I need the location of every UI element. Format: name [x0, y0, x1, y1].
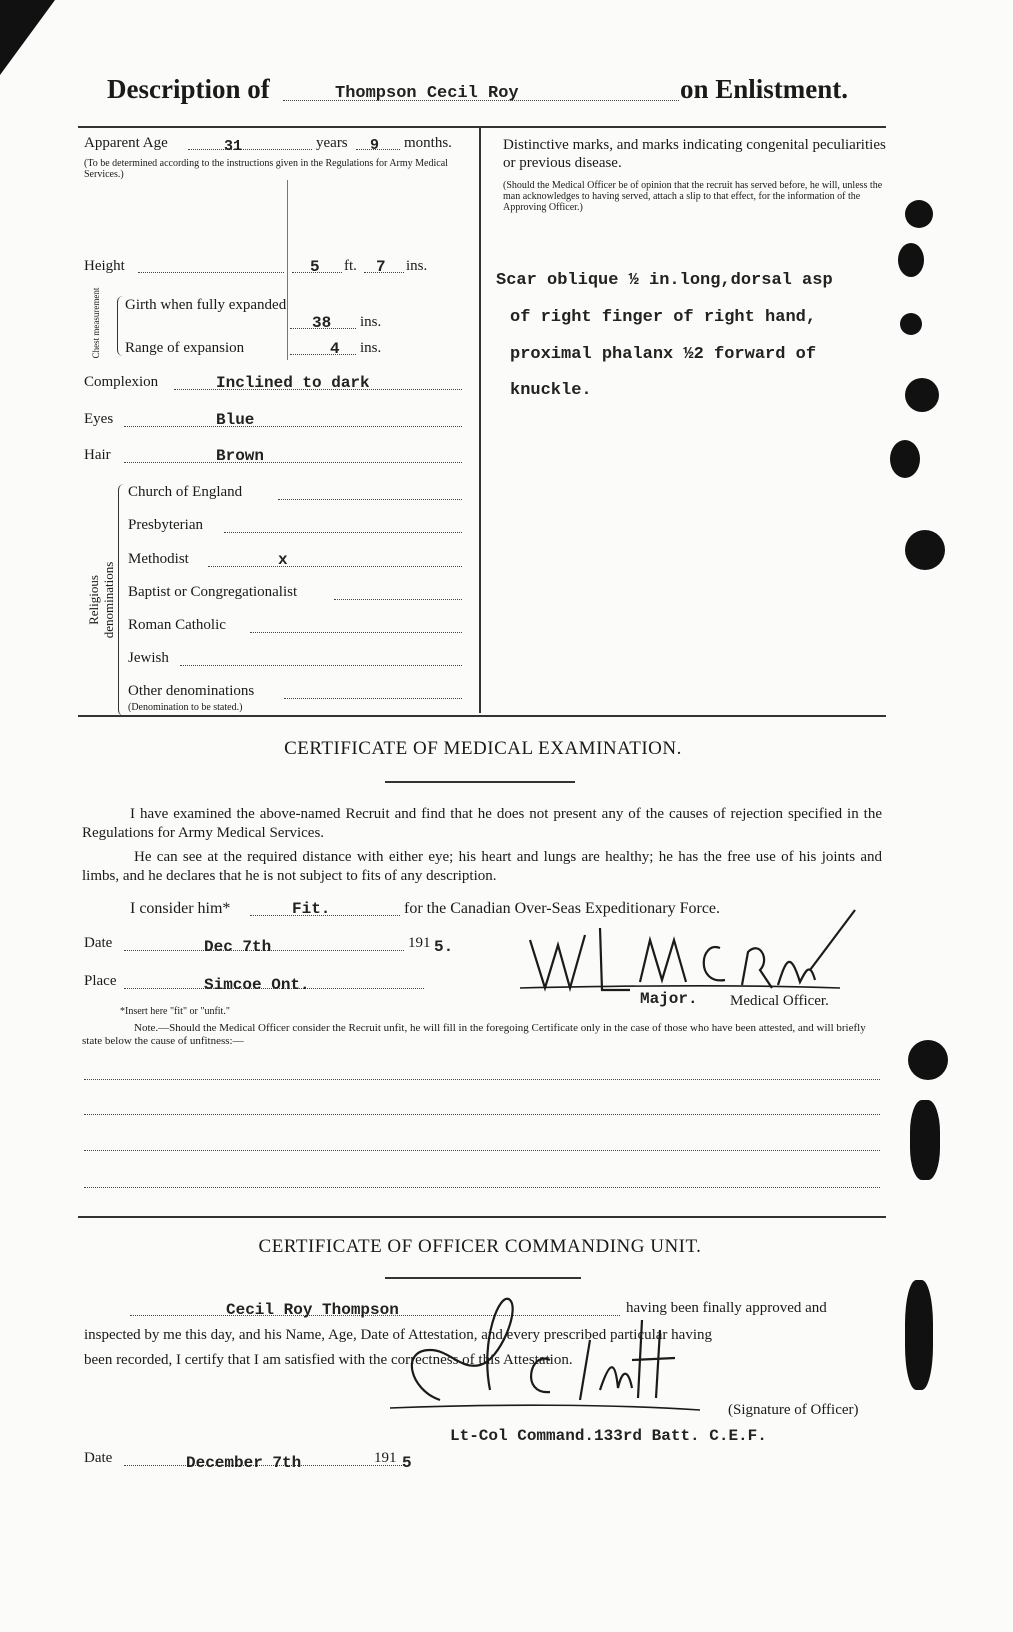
complexion-label: Complexion — [84, 374, 159, 390]
age-label: Apparent Age — [84, 135, 168, 151]
insert-note: *Insert here "fit" or "unfit." — [120, 1006, 230, 1017]
hair-label: Hair — [84, 447, 111, 463]
unfitness-line — [84, 1150, 880, 1151]
consider-label: I consider him* — [130, 900, 231, 917]
religion-row-6 — [128, 650, 464, 672]
medical-para-2: He can see at the required distance with either eye; his heart and lungs are healthy; he has the free use of his joints and limbs, and he declares that he is not subject to fits of any description. — [82, 849, 882, 884]
punch-hole — [908, 1040, 948, 1080]
girth-label: Girth when fully expanded — [125, 297, 287, 313]
religion-row-4 — [128, 584, 464, 606]
commanding-date-value: December 7th — [186, 1454, 302, 1472]
section-rule — [78, 715, 886, 717]
range-value: 4 — [330, 340, 340, 358]
medical-place-label: Place — [84, 973, 117, 989]
eyes-line — [124, 426, 462, 427]
chest-group-label: Chest measurement — [91, 287, 101, 359]
medical-date-label: Date — [84, 935, 113, 951]
medical-officer-label: Medical Officer. — [730, 993, 829, 1009]
title-right: on Enlistment. — [680, 74, 849, 104]
eyes-value: Blue — [216, 411, 255, 429]
hair-line — [124, 462, 462, 463]
medical-officer-rank: Major. — [640, 990, 698, 1008]
chest-brace — [117, 296, 124, 356]
commanding-year-digit: 5 — [402, 1454, 412, 1472]
range-row — [290, 340, 470, 360]
punch-hole — [905, 1280, 933, 1390]
medical-year-prefix: 191 — [408, 935, 431, 951]
years-label: years — [316, 135, 348, 151]
age-years-line — [188, 149, 312, 150]
commanding-date-label: Date — [84, 1450, 113, 1466]
marks-line-4: knuckle. — [510, 381, 592, 400]
religion-label: Church of England — [128, 484, 243, 500]
marks-line-1: Scar oblique ½ in.long,dorsal asp — [496, 271, 833, 290]
commanding-rank: Lt-Col Command.133rd Batt. C.E.F. — [450, 1427, 767, 1445]
religion-line — [180, 665, 462, 666]
medical-place-row — [84, 973, 484, 995]
punch-hole — [900, 313, 922, 335]
top-rule — [78, 126, 886, 128]
range-ins-label: ins. — [360, 340, 382, 356]
commanding-text-3: been recorded, I certify that I am satisfied with the correctness of this Attestation. — [84, 1352, 573, 1368]
commanding-heading: CERTIFICATE OF OFFICER COMMANDING UNIT. — [258, 1236, 702, 1257]
unfitness-note: Note.—Should the Medical Officer consider the Recruit unfit, he will fill in the foregoing Certificate only in the case of those who have been attested, and will briefly state below the cause of unfitness:— — [82, 1022, 866, 1047]
religion-group-label: Religious denominations — [86, 561, 116, 639]
religion-line — [278, 499, 462, 500]
punch-hole — [898, 243, 924, 277]
religion-label: Methodist — [128, 551, 189, 567]
age-note: (To be determined according to the instructions given in the Regulations for Army Medical Services.) — [84, 158, 448, 180]
eyes-row — [84, 411, 464, 433]
commanding-text-1: having been finally approved and — [626, 1300, 827, 1316]
girth-ins-label: ins. — [360, 314, 382, 330]
recruit-name: Thompson Cecil Roy — [335, 84, 519, 103]
religion-label: Presbyterian — [128, 517, 203, 533]
age-months-value: 9 — [370, 137, 380, 154]
other-denomination-note: (Denomination to be stated.) — [128, 702, 243, 713]
complexion-value: Inclined to dark — [216, 374, 370, 392]
force-label: for the Canadian Over-Seas Expeditionary Force. — [404, 900, 721, 917]
religion-row-1 — [128, 484, 464, 506]
commanding-name-value: Cecil Roy Thompson — [226, 1301, 399, 1319]
section-rule — [78, 1216, 886, 1218]
unfitness-line — [84, 1114, 880, 1115]
punch-hole — [910, 1100, 940, 1180]
religion-row-3 — [128, 551, 464, 573]
eyes-label: Eyes — [84, 411, 114, 427]
commanding-date-row — [84, 1450, 484, 1472]
medical-year-digit: 5. — [434, 938, 454, 956]
age-row — [84, 135, 464, 155]
medical-para-1: I have examined the above-named Recruit and find that he does not present any of the causes of rejection specified in the Regulations for Army Medical Services. — [82, 806, 882, 841]
religion-label: Roman Catholic — [128, 617, 226, 633]
religion-line — [284, 698, 462, 699]
marks-note: (Should the Medical Officer be of opinion that the recruit has served before, he will, unless the man acknowledges to having served, attach a slip to that effect, for the information of the Approving Officer.) — [503, 180, 883, 213]
girth-value: 38 — [312, 314, 332, 332]
height-line — [138, 272, 284, 273]
religion-line — [250, 632, 462, 633]
height-row — [84, 258, 464, 278]
commanding-text-2: inspected by me this day, and his Name, Age, Date of Attestation, and every prescribed particular having — [84, 1327, 713, 1343]
title-left: Description of — [107, 74, 270, 104]
medical-heading: CERTIFICATE OF MEDICAL EXAMINATION. — [284, 738, 682, 759]
medical-date-row — [84, 935, 484, 957]
months-label: months. — [404, 135, 452, 151]
marks-line-3: proximal phalanx ½2 forward of — [510, 345, 817, 364]
punch-hole — [905, 530, 945, 570]
height-label: Height — [84, 258, 125, 274]
heading-underline — [385, 781, 575, 783]
range-label: Range of expansion — [125, 340, 245, 356]
column-divider — [479, 128, 481, 713]
hair-row — [84, 447, 464, 469]
height-in-value: 7 — [376, 258, 386, 276]
heading-underline — [385, 1277, 581, 1279]
range-line — [290, 354, 356, 355]
religion-brace — [118, 484, 125, 716]
religion-label: Other denominations — [128, 683, 255, 699]
ins-label: ins. — [406, 258, 428, 274]
marks-line-2: of right finger of right hand, — [510, 308, 817, 327]
punch-hole — [905, 200, 933, 228]
marks-heading: Distinctive marks, and marks indicating congenital peculiarities or previous disease. — [503, 137, 886, 171]
unfitness-line — [84, 1187, 880, 1188]
religion-line — [224, 532, 462, 533]
religion-row-5 — [128, 617, 464, 639]
unfitness-line — [84, 1079, 880, 1080]
religion-line — [208, 566, 462, 567]
consider-value: Fit. — [292, 900, 331, 918]
religion-label: Jewish — [128, 650, 169, 666]
age-years-value: 31 — [224, 138, 243, 155]
form-title — [107, 74, 867, 110]
hair-value: Brown — [216, 447, 265, 465]
height-ft-value: 5 — [310, 258, 320, 276]
scan-corner-shadow — [0, 0, 60, 80]
religion-mark: x — [278, 551, 288, 569]
punch-hole — [905, 378, 939, 412]
ft-label: ft. — [344, 258, 357, 274]
complexion-row — [84, 374, 464, 396]
punch-hole — [890, 440, 920, 478]
religion-row-2 — [128, 517, 464, 539]
girth-row — [290, 314, 470, 334]
commanding-year-prefix: 191 — [374, 1450, 397, 1466]
signature-label: (Signature of Officer) — [728, 1402, 859, 1418]
religion-label: Baptist or Congregationalist — [128, 584, 298, 600]
religion-line — [334, 599, 462, 600]
medical-date-value: Dec 7th — [204, 938, 272, 956]
commanding-officer-signature — [370, 1280, 700, 1420]
medical-place-value: Simcoe Ont. — [204, 976, 310, 994]
